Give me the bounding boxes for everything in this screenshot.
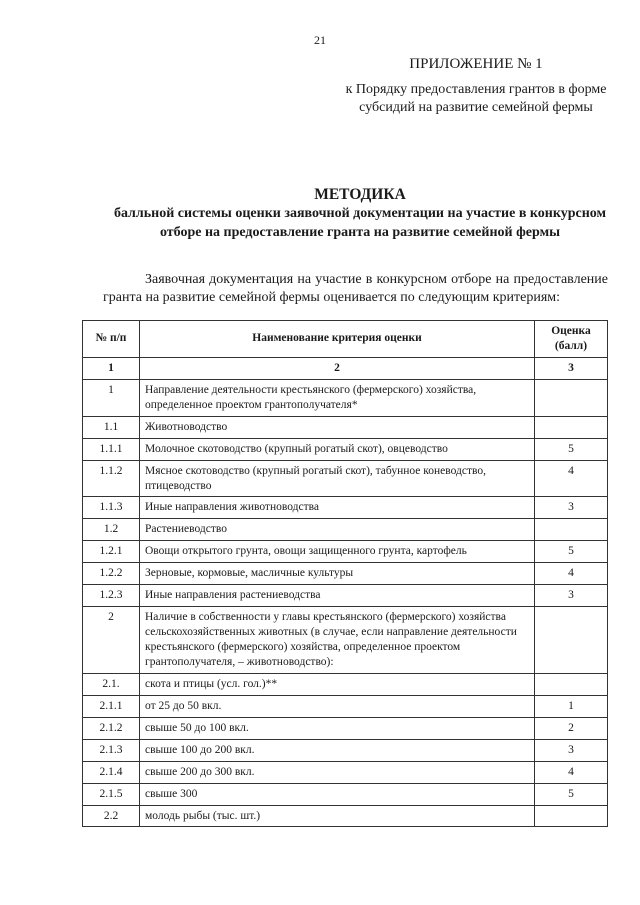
column-numbers-row	[83, 357, 608, 379]
row-number: 1.2.2	[83, 563, 140, 585]
page-number: 21	[314, 33, 326, 47]
row-number: 1.2	[83, 519, 140, 541]
heading-sub: балльной системы оценки заявочной документации на участие в конкурсном отборе на предоставление гранта на развитие семейной фермы	[113, 206, 607, 240]
header-score: Оценка (балл)	[535, 321, 608, 358]
row-number: 1.1	[83, 416, 140, 438]
row-criterion: Направление деятельности крестьянского (фермерского) хозяйства, определенное проектом грантополучателя*	[140, 379, 535, 416]
header-number: № п/п	[83, 321, 140, 358]
row-criterion: скота и птицы (усл. гол.)**	[140, 673, 535, 695]
row-score	[535, 379, 608, 416]
row-criterion: Иные направления растениеводства	[140, 585, 535, 607]
table-row	[83, 438, 608, 460]
table-row	[83, 607, 608, 674]
row-criterion: Зерновые, кормовые, масличные культуры	[140, 563, 535, 585]
column-number-1: 1	[83, 357, 140, 379]
row-score	[535, 519, 608, 541]
table-row	[83, 761, 608, 783]
row-number: 2.1.1	[83, 695, 140, 717]
heading-main: МЕТОДИКА	[314, 186, 406, 203]
table-row	[83, 541, 608, 563]
row-score: 3	[535, 585, 608, 607]
row-criterion: Молочное скотоводство (крупный рогатый скот), овцеводство	[140, 438, 535, 460]
table-row	[83, 585, 608, 607]
table-body	[83, 357, 608, 827]
row-number: 2.1.3	[83, 739, 140, 761]
row-criterion: Овощи открытого грунта, овощи защищенного грунта, картофель	[140, 541, 535, 563]
row-criterion: свыше 200 до 300 вкл.	[140, 761, 535, 783]
row-score: 3	[535, 497, 608, 519]
row-score: 4	[535, 563, 608, 585]
row-number: 1.1.3	[83, 497, 140, 519]
table-row	[83, 379, 608, 416]
table-row	[83, 739, 608, 761]
appendix-title: ПРИЛОЖЕНИЕ № 1	[409, 56, 543, 72]
column-number-3: 3	[535, 357, 608, 379]
row-criterion: свыше 50 до 100 вкл.	[140, 717, 535, 739]
appendix-block	[340, 55, 612, 118]
column-number-2: 2	[140, 357, 535, 379]
table-row	[83, 416, 608, 438]
row-number: 2.1.	[83, 673, 140, 695]
row-number: 2	[83, 607, 140, 674]
row-number: 1.2.3	[83, 585, 140, 607]
row-number: 2.1.2	[83, 717, 140, 739]
row-criterion: Растениеводство	[140, 519, 535, 541]
row-score	[535, 805, 608, 827]
appendix-subtitle: к Порядку предоставления грантов в форме субсидий на развитие семейной фермы	[345, 81, 607, 116]
row-number: 1.1.2	[83, 460, 140, 497]
row-criterion: от 25 до 50 вкл.	[140, 695, 535, 717]
criteria-table	[82, 320, 608, 827]
row-criterion: Иные направления животноводства	[140, 497, 535, 519]
table-row	[83, 717, 608, 739]
row-score	[535, 416, 608, 438]
table-row	[83, 673, 608, 695]
table-row	[83, 497, 608, 519]
table-row	[83, 519, 608, 541]
row-score: 1	[535, 695, 608, 717]
header-criterion: Наименование критерия оценки	[140, 321, 535, 358]
row-number: 2.1.5	[83, 783, 140, 805]
row-score: 4	[535, 460, 608, 497]
row-score	[535, 673, 608, 695]
table-row	[83, 695, 608, 717]
row-number: 2.1.4	[83, 761, 140, 783]
row-score: 4	[535, 761, 608, 783]
row-score: 3	[535, 739, 608, 761]
table-row	[83, 783, 608, 805]
row-score	[535, 607, 608, 674]
row-number: 1	[83, 379, 140, 416]
row-criterion: свыше 300	[140, 783, 535, 805]
table-row	[83, 460, 608, 497]
row-score: 5	[535, 438, 608, 460]
row-criterion: Животноводство	[140, 416, 535, 438]
row-score: 2	[535, 717, 608, 739]
document-heading	[100, 185, 620, 242]
row-criterion: свыше 100 до 200 вкл.	[140, 739, 535, 761]
row-score: 5	[535, 541, 608, 563]
table-header-row	[83, 321, 608, 358]
row-number: 1.2.1	[83, 541, 140, 563]
table-row	[83, 805, 608, 827]
row-criterion: молодь рыбы (тыс. шт.)	[140, 805, 535, 827]
row-number: 2.2	[83, 805, 140, 827]
intro-paragraph: Заявочная документация на участие в конкурсном отборе на предоставление гранта на развитие семейной фермы оценивается по следующим критериям:	[103, 272, 608, 306]
row-number: 1.1.1	[83, 438, 140, 460]
row-criterion: Наличие в собственности у главы крестьянского (фермерского) хозяйства сельскохозяйственных животных (в случае, если направление деятельности крестьянского (фермерского) хозяйства, определенное проектом грантополучателя, – животноводство):	[140, 607, 535, 674]
row-score: 5	[535, 783, 608, 805]
table-row	[83, 563, 608, 585]
row-criterion: Мясное скотоводство (крупный рогатый скот), табунное коневодство, птицеводство	[140, 460, 535, 497]
